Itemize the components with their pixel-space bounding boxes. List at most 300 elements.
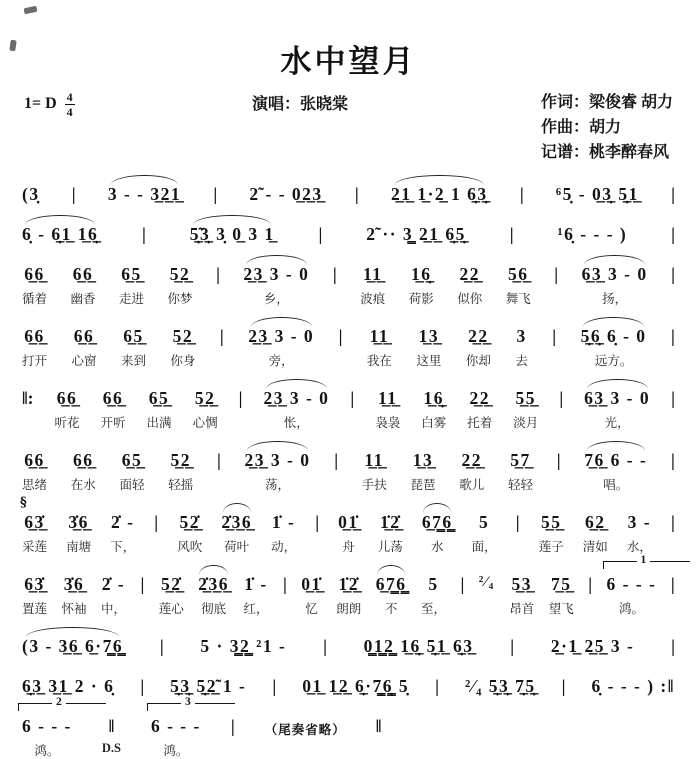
note-cell — [508, 450, 533, 493]
note-cell — [422, 512, 453, 555]
lyric: 心窗 — [71, 354, 97, 369]
ending-number: 2 — [52, 696, 66, 708]
meter-top: 4 — [66, 90, 73, 104]
note-cell — [150, 696, 201, 759]
notes: 5 — [479, 512, 490, 533]
notes: 5̲2̲ — [170, 450, 191, 471]
note-cell — [263, 388, 329, 431]
ending-bracket — [603, 554, 691, 569]
notes: ‖ — [108, 716, 115, 737]
notes: | — [515, 512, 520, 533]
notes: 5̲2̲ — [172, 326, 194, 347]
lyric: 怅， — [283, 416, 309, 431]
lyric — [220, 351, 224, 366]
lyric — [315, 537, 319, 552]
notes: 6 - - - — [22, 716, 72, 737]
note-cell — [338, 512, 359, 555]
lyric: 鸿。 — [163, 744, 189, 759]
note-cell — [366, 224, 466, 245]
notes: 2̲̇3̲6̲ — [198, 574, 230, 595]
note-cell — [243, 264, 309, 307]
lyric: 打开 — [22, 354, 48, 369]
notes: ‖ — [375, 716, 382, 737]
barline — [22, 388, 34, 428]
barline — [213, 184, 217, 205]
note-cell — [513, 388, 538, 431]
lyric: 采莲 — [22, 540, 48, 555]
notes: 5̲2̲̇ — [161, 574, 182, 595]
barline — [350, 388, 354, 428]
singer-credit: 演唱：张晓棠 — [252, 96, 349, 113]
notes: ²⁄₄ — [478, 574, 495, 591]
lyric — [559, 413, 563, 428]
notes: 2̲3̲ 3 - 0 — [248, 326, 315, 347]
note-cell — [243, 574, 268, 617]
notes: 1̇ - — [244, 574, 268, 595]
note-cell — [557, 224, 627, 245]
lyric — [140, 599, 144, 614]
scan-artifact — [24, 6, 38, 15]
lyric: 去 — [515, 354, 528, 369]
note-cell — [539, 512, 564, 555]
note-cell — [119, 264, 144, 307]
note-cell — [168, 450, 193, 493]
note-cell — [467, 388, 492, 431]
notes: 6̲3̲ 3 - 0 — [584, 388, 651, 409]
note-cell — [416, 326, 441, 369]
scan-artifact — [9, 40, 16, 52]
note-cell — [147, 388, 172, 431]
note-cell — [509, 574, 534, 617]
lyric — [376, 741, 382, 756]
score-line — [22, 636, 675, 657]
barline — [435, 676, 439, 697]
note-cell — [71, 264, 96, 307]
notes: 1̲3̲ — [412, 450, 434, 471]
note-cell — [101, 574, 126, 617]
notes: | — [554, 264, 559, 285]
notes: | — [671, 264, 675, 285]
notes: 1̲6̲̣ — [411, 264, 432, 285]
ending-number: 3 — [181, 696, 195, 708]
notes: 6̲6̲ — [24, 264, 45, 285]
note-cell — [581, 326, 647, 369]
note-cell — [61, 574, 86, 617]
note-cell — [627, 512, 652, 555]
note-cell — [177, 512, 202, 555]
notes: 6̣ - 6̲̣1̲ 1̲6̲̣ — [22, 224, 99, 245]
note-cell — [245, 450, 311, 493]
lyric: 幽香 — [70, 292, 96, 307]
note-cell — [66, 512, 91, 555]
notes: 6̲̣3̲ 3̲1̲ 2 · 6̣ — [22, 676, 115, 697]
lyric: D.S — [101, 741, 121, 756]
barline — [217, 450, 221, 490]
notes: | — [230, 716, 235, 737]
barline — [154, 512, 158, 552]
lyric: 听花 — [54, 416, 80, 431]
notes: 2̇ - — [101, 574, 126, 595]
note-cell — [71, 450, 96, 493]
lyric: 朗朗 — [336, 602, 362, 617]
barline — [557, 450, 561, 490]
notes: 6̲3̲̇ — [24, 512, 45, 533]
barline — [559, 388, 563, 428]
notes: 1̲1̲ — [377, 388, 398, 409]
notes: 2̲·1̲ 2̲5̲ 3 - — [550, 636, 635, 657]
notes: 0̳1̳2̳ 1̲6̲̣ 5̲̣1̲ 6̲̣3̲ — [363, 636, 474, 657]
lyric: 淡月 — [513, 416, 539, 431]
composer-credit: 作曲：胡力 — [540, 118, 621, 136]
note-cell — [22, 636, 123, 657]
note-cell — [391, 184, 488, 205]
lyric: 光， — [604, 416, 630, 431]
notes: 6̲6̲ — [102, 388, 124, 409]
ending-number: 1 — [637, 554, 651, 566]
lyric — [671, 599, 675, 614]
note-cell — [22, 696, 72, 759]
note-cell — [584, 388, 650, 431]
lyric: 水， — [626, 540, 652, 555]
score-line — [22, 326, 675, 369]
notes: | — [213, 184, 218, 205]
lyric: 红， — [243, 602, 269, 617]
note-cell — [582, 264, 648, 307]
notes: | — [519, 184, 524, 205]
notes: 1̲̇2̲̇ — [380, 512, 401, 533]
barline — [315, 512, 319, 552]
notes: 3 — [516, 326, 527, 347]
barline — [239, 388, 243, 428]
barline — [339, 326, 343, 366]
notes: | — [510, 636, 515, 657]
lyric: 循着 — [22, 292, 48, 307]
note-cell — [472, 512, 497, 555]
notes: （尾奏省略） — [264, 723, 346, 738]
note-cell — [459, 450, 484, 493]
lyric: 舞飞 — [505, 292, 531, 307]
notes: 6̲6̲ — [73, 326, 95, 347]
barline — [554, 264, 558, 304]
notes: 2̲2̲ — [461, 450, 482, 471]
barline — [516, 512, 520, 552]
lyric — [671, 413, 675, 428]
notes: ‖: — [22, 388, 34, 409]
lyric — [231, 741, 235, 756]
lyric: 面轻 — [119, 478, 145, 493]
lyric: 面， — [471, 540, 497, 555]
barline — [671, 264, 675, 304]
note-cell — [466, 326, 491, 369]
lyric: 这里 — [416, 354, 442, 369]
lyric: 走进 — [119, 292, 145, 307]
notes: 2̲2̲ — [469, 388, 491, 409]
notes: | — [559, 388, 564, 409]
lyric: 鸿。 — [618, 602, 644, 617]
lyric: 置莲 — [22, 602, 48, 617]
note-cell — [336, 574, 361, 617]
lyric — [334, 475, 338, 490]
key-text: 1= D — [24, 95, 57, 113]
score-line — [22, 224, 675, 245]
notes: | — [552, 326, 557, 347]
notes: 6̲3̲̇ — [24, 574, 45, 595]
notes: | — [556, 450, 561, 471]
song-title: 水中望月 — [280, 44, 417, 79]
notes: 5̲̣̃3̲̣ 3̣ 0̲ 3 1̲ — [189, 224, 275, 245]
note-cell — [479, 574, 495, 609]
notes: 5̲3̲ — [511, 574, 532, 595]
barline — [671, 574, 675, 614]
lyric: 至， — [420, 602, 446, 617]
notes: 5̲5̲ — [540, 512, 562, 533]
note-cell — [271, 512, 296, 555]
notes: 6̲6̲ — [24, 326, 45, 347]
notes: 2̃ ·· 3̳ 2̲1̲ 6̲̣5̲̣ — [366, 224, 466, 245]
notes: 5̲2̲ — [169, 264, 191, 285]
barline — [72, 184, 76, 205]
notes: | — [670, 512, 675, 533]
notes: | — [216, 264, 220, 285]
note-cell — [110, 512, 135, 555]
note-cell — [360, 264, 385, 307]
barline — [460, 574, 464, 614]
notes: 6̲6̲ — [56, 388, 78, 409]
lyric — [671, 289, 675, 304]
notes: | — [315, 512, 320, 533]
lyric: 中， — [100, 602, 126, 617]
notes: 6 - - - — [150, 716, 201, 737]
ending-bracket — [147, 696, 235, 711]
note-cell — [108, 184, 181, 205]
notes: 6̲7̳6̳ — [375, 574, 407, 595]
barline — [671, 326, 675, 366]
notes: | — [154, 512, 159, 533]
note-cell — [375, 388, 400, 431]
notes: | — [561, 676, 566, 697]
barline — [334, 450, 338, 490]
note-cell — [364, 636, 474, 657]
note-cell — [22, 326, 47, 369]
notes: 2̲2̲ — [459, 264, 481, 285]
note-cell — [22, 184, 40, 205]
lyric: 扬， — [602, 292, 628, 307]
notes: 7̲5̲ — [550, 574, 572, 595]
notes: 2̲2̲ — [468, 326, 489, 347]
note-cell — [170, 676, 246, 697]
notes: 6̲2̲ — [585, 512, 606, 533]
barline — [283, 574, 287, 614]
meter-bottom: 4 — [66, 105, 73, 119]
note-cell — [71, 326, 96, 369]
lyric: 儿荡 — [377, 540, 403, 555]
notes: | — [671, 184, 675, 205]
notes: 6̲6̲ — [24, 450, 45, 471]
lyric: 远方。 — [594, 354, 633, 369]
notes: 1̇ - — [271, 512, 296, 533]
lyric: 鸿。 — [34, 744, 60, 759]
notes: 2̲1̲ 1̲·2̲ 1 6̲̣3̲̣ — [390, 184, 488, 205]
notes: 2̲̇3̲6̲ — [221, 512, 253, 533]
barline — [376, 716, 382, 756]
meta-row — [24, 85, 673, 165]
barline — [319, 224, 323, 245]
lyric: 荡， — [264, 478, 290, 493]
notes: (3 - 3̲6̲ 6̲·7̳6̳ — [22, 636, 124, 657]
score-line — [22, 676, 675, 697]
segno-icon: § — [20, 495, 27, 511]
barline — [272, 676, 276, 697]
barline — [140, 676, 144, 697]
notes: ¹6̣ - - - ) — [557, 224, 628, 245]
notes: 0̲1̲ 1̲2̲ 6̲̣·7̳̣6̳̣ 5̣ — [302, 676, 410, 697]
notes: 2̇ - — [110, 512, 135, 533]
notes: | — [588, 574, 593, 595]
barline — [355, 184, 359, 205]
lyric — [339, 351, 343, 366]
note-cell — [556, 184, 639, 205]
time-signature — [65, 91, 75, 118]
score-line — [22, 184, 675, 205]
notes: 3̲̇6̲ — [68, 512, 89, 533]
lyric: 白雾 — [421, 416, 447, 431]
note-cell — [378, 512, 403, 555]
lyric: 不 — [384, 602, 398, 617]
note-cell — [190, 224, 275, 245]
note-cell — [198, 574, 229, 617]
note-cell — [301, 574, 322, 617]
lyric: 我在 — [366, 354, 392, 369]
notes: | — [140, 676, 145, 697]
key-signature — [24, 85, 194, 118]
note-cell — [302, 676, 409, 697]
lyric: 琵琶 — [410, 478, 436, 493]
notes: | — [671, 450, 675, 471]
notes: 5̲2̲̇ — [179, 512, 200, 533]
score-line — [22, 264, 675, 307]
notes: | — [671, 388, 675, 409]
note-cell — [159, 574, 184, 617]
lyric: 波痕 — [360, 292, 386, 307]
note-cell — [121, 326, 146, 369]
notes: 6̲5̲ — [123, 326, 144, 347]
lyric: 旁， — [268, 354, 294, 369]
notes: | — [509, 224, 514, 245]
barline — [216, 264, 220, 304]
notes: | — [318, 224, 323, 245]
notes: | — [323, 636, 327, 657]
lyric: 你身 — [170, 354, 196, 369]
lyric: 下， — [110, 540, 136, 555]
lyric: 莲子 — [538, 540, 564, 555]
note-cell — [409, 264, 434, 307]
notes: | — [219, 326, 224, 347]
note-cell — [22, 224, 98, 245]
credits-block — [541, 85, 673, 165]
note-cell — [221, 512, 252, 555]
lyric — [350, 413, 354, 428]
note-cell — [101, 388, 126, 431]
notes: 1̲1̲ — [369, 326, 390, 347]
lyric: 乡， — [263, 292, 289, 307]
lyric: 手扶 — [361, 478, 387, 493]
notes: 2̲3̲ 3 - 0 — [263, 388, 330, 409]
notes: 5̲̣6̲̣ 6̣ - 0 — [580, 326, 647, 347]
note-cell — [411, 450, 436, 493]
lyric: 南塘 — [66, 540, 92, 555]
notes: 0̲1̲̇ — [338, 512, 359, 533]
transcriber-credit: 记谱：桃李醉春风 — [540, 143, 669, 161]
note-cell — [22, 574, 47, 617]
note-cell — [22, 676, 114, 697]
note-cell — [362, 450, 387, 493]
notes: | — [238, 388, 243, 409]
barline — [562, 676, 566, 697]
score-line — [20, 495, 675, 555]
notes: 5̲5̲ — [515, 388, 537, 409]
lyric: 歌儿 — [459, 478, 485, 493]
lyric — [154, 537, 158, 552]
notes: 5̲7̲ — [510, 450, 531, 471]
lyric — [588, 599, 592, 614]
notes: ²⁄₄ 5̲̣3̲̣ 7̲̣5̲̣ — [465, 676, 536, 697]
notes: | — [334, 450, 339, 471]
notes: 1̲1̲ — [362, 264, 383, 285]
notes: 6̲7̳6̳ — [421, 512, 453, 533]
notes: | — [671, 326, 675, 347]
lyric: 水 — [430, 540, 444, 555]
notes: 6̣ - - - ) :‖ — [591, 676, 675, 697]
note-cell — [583, 512, 608, 555]
notes: | — [435, 676, 440, 697]
note-cell — [200, 636, 286, 657]
lyric — [516, 537, 520, 552]
ending-bracket — [18, 696, 106, 711]
lyric: 清如 — [582, 540, 608, 555]
score-line — [22, 450, 675, 493]
notes: 0̲1̲̇ — [301, 574, 322, 595]
notes: 6̲6̲ — [72, 264, 94, 285]
notes: 6̲5̲ — [121, 450, 143, 471]
lyric: 来到 — [120, 354, 146, 369]
note-cell — [584, 450, 647, 493]
barline — [220, 326, 224, 366]
note-cell — [170, 326, 195, 369]
lyricist-credit: 作词：梁俊睿 胡力 — [540, 94, 673, 111]
note-cell — [515, 326, 528, 369]
notes: | — [216, 450, 221, 471]
notes: | — [142, 224, 146, 245]
lyric — [22, 413, 34, 428]
note-cell — [549, 574, 574, 617]
lyric — [557, 475, 561, 490]
lyric: 袅袅 — [375, 416, 401, 431]
barline — [510, 636, 514, 657]
notes: 6̲6̲ — [72, 450, 94, 471]
score — [20, 184, 677, 759]
note-cell — [506, 264, 531, 307]
barline — [520, 184, 524, 205]
lyric — [333, 289, 337, 304]
barline — [333, 264, 337, 304]
score-line — [22, 388, 675, 431]
notes: | — [338, 326, 343, 347]
notes: 5̲̣3̲̣ 5̲̣2̲̃ 1 - — [170, 676, 247, 697]
barline — [231, 716, 235, 756]
notes: 2̲3̲ 3 - 0 — [243, 264, 310, 285]
score-line — [22, 554, 675, 617]
lyric: 轻轻 — [507, 478, 533, 493]
